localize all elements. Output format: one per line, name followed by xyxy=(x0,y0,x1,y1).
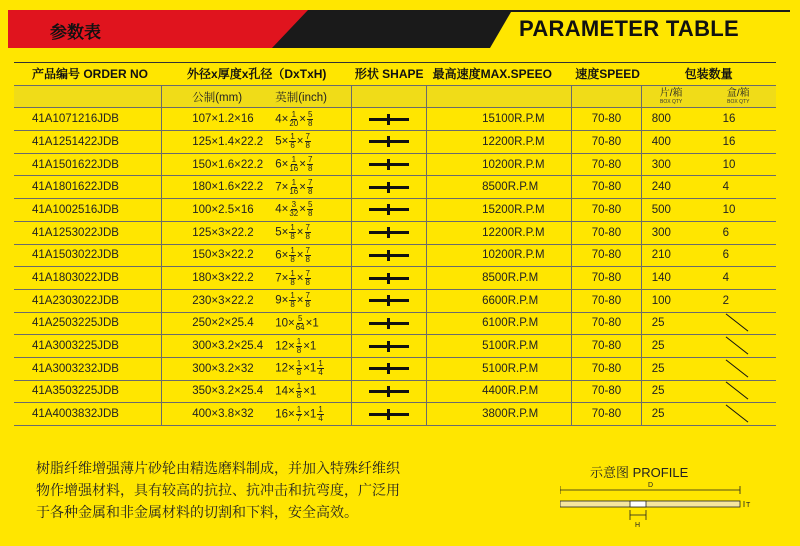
shape-cell xyxy=(352,357,427,380)
order-no: 41A1801622JDB xyxy=(14,176,162,199)
speed: 70-80 xyxy=(571,244,641,267)
inch-mid: × xyxy=(299,204,306,216)
product-description xyxy=(36,458,506,524)
fraction-numerator: 1 xyxy=(296,404,302,414)
fraction-denominator: 8 xyxy=(305,141,310,151)
max-speed: 12200R.P.M xyxy=(427,131,572,154)
inch-mid: × xyxy=(296,226,304,239)
profile-wheel-section xyxy=(560,501,740,507)
fraction-numerator: 1 xyxy=(291,109,297,119)
fraction-denominator: 8 xyxy=(290,254,295,264)
pieces-qty: 500 xyxy=(641,199,700,222)
profile-d-label: D xyxy=(648,482,654,489)
subheader-empty xyxy=(427,85,572,108)
col-order-header: 产品编号 ORDER NO xyxy=(14,63,162,86)
sub-boxes-en: BOX QTY xyxy=(727,98,750,105)
order-no: 41A1251422JDB xyxy=(14,131,162,154)
fraction-denominator: 8 xyxy=(305,300,310,310)
inch-lead: 16× xyxy=(275,408,295,421)
shape-cell xyxy=(352,131,427,154)
speed: 70-80 xyxy=(571,267,641,290)
pieces-qty: 25 xyxy=(641,403,700,426)
inch-fraction-1 xyxy=(296,406,302,423)
order-no: 41A3503225JDB xyxy=(14,380,162,403)
shape-cell xyxy=(352,108,427,131)
speed: 70-80 xyxy=(571,335,641,358)
inch-fraction-2 xyxy=(305,247,311,264)
size-imperial xyxy=(263,380,352,403)
inch-lead: 9× xyxy=(275,294,289,307)
box-qty: 6 xyxy=(701,221,776,244)
pieces-qty: 300 xyxy=(641,221,700,244)
shape-cell xyxy=(352,267,427,290)
fraction-denominator: 7 xyxy=(296,413,302,423)
inch-mid: × xyxy=(296,135,304,148)
box-qty-empty xyxy=(701,380,776,403)
speed: 70-80 xyxy=(571,289,641,312)
fraction-numerator: 1 xyxy=(318,404,323,414)
box-qty: 2 xyxy=(701,289,776,312)
table-header-row xyxy=(14,63,776,86)
fraction-numerator: 1 xyxy=(291,177,297,187)
inch-fraction-1 xyxy=(289,292,295,309)
fraction-denominator: 20 xyxy=(289,118,299,128)
inch-fraction-2 xyxy=(307,156,313,173)
table-row xyxy=(14,357,776,380)
size-imperial xyxy=(263,131,352,154)
shape-cell xyxy=(352,199,427,222)
size-imperial xyxy=(263,244,352,267)
title-chinese: 参数表 xyxy=(50,23,101,43)
box-qty: 4 xyxy=(701,267,776,290)
inch-lead: 7× xyxy=(275,181,289,194)
max-speed: 4400R.P.M xyxy=(427,380,572,403)
thin-wheel-shape-icon xyxy=(369,186,409,189)
fraction-numerator: 1 xyxy=(290,223,295,233)
size-metric: 150×3×22.2 xyxy=(162,244,264,267)
inch-fraction-1 xyxy=(289,247,295,264)
size-imperial xyxy=(263,108,352,131)
inch-lead: 4× xyxy=(275,113,289,126)
size-imperial xyxy=(263,199,352,222)
speed: 70-80 xyxy=(571,380,641,403)
max-speed: 8500R.P.M xyxy=(427,267,572,290)
inch-fraction-1 xyxy=(289,133,295,150)
pieces-qty: 210 xyxy=(641,244,700,267)
max-speed: 6100R.P.M xyxy=(427,312,572,335)
size-imperial xyxy=(263,153,352,176)
inch-fraction-1 xyxy=(296,383,302,400)
size-metric: 180×3×22.2 xyxy=(162,267,264,290)
size-imperial xyxy=(263,312,352,335)
fraction-denominator: 8 xyxy=(296,345,302,355)
size-metric: 100×2.5×16 xyxy=(162,199,264,222)
pieces-qty: 400 xyxy=(641,131,700,154)
profile-h-label: H xyxy=(635,522,641,529)
box-qty: 16 xyxy=(701,108,776,131)
inch-mid: ×1 xyxy=(303,408,317,421)
order-no: 41A4003832JDB xyxy=(14,403,162,426)
speed: 70-80 xyxy=(571,221,641,244)
box-qty-empty xyxy=(701,312,776,335)
inch-fraction-2 xyxy=(305,270,311,287)
order-no: 41A3003232JDB xyxy=(14,357,162,380)
pieces-qty: 25 xyxy=(641,335,700,358)
fraction-denominator: 32 xyxy=(289,209,299,219)
shape-cell xyxy=(352,176,427,199)
max-speed: 8500R.P.M xyxy=(427,176,572,199)
fraction-denominator: 8 xyxy=(307,164,313,174)
thin-wheel-shape-icon xyxy=(369,390,409,393)
fraction-denominator: 64 xyxy=(295,322,305,332)
pieces-qty: 100 xyxy=(641,289,700,312)
fraction-denominator: 8 xyxy=(290,277,295,287)
box-qty-empty xyxy=(701,403,776,426)
fraction-numerator: 5 xyxy=(297,313,303,323)
fraction-numerator: 1 xyxy=(290,291,295,301)
inch-fraction-2 xyxy=(307,111,313,128)
thin-wheel-shape-icon xyxy=(369,254,409,257)
shape-cell xyxy=(352,312,427,335)
sub-pieces-label: 片/箱 xyxy=(659,87,683,99)
profile-label: 示意图 PROFILE xyxy=(590,465,689,480)
inch-mid: × xyxy=(296,272,304,285)
max-speed: 5100R.P.M xyxy=(427,335,572,358)
fraction-numerator: 7 xyxy=(305,268,310,278)
fraction-numerator: 7 xyxy=(305,291,310,301)
inch-lead: 10× xyxy=(275,317,295,330)
table-row xyxy=(14,221,776,244)
speed: 70-80 xyxy=(571,312,641,335)
pieces-qty: 140 xyxy=(641,267,700,290)
thin-wheel-shape-icon xyxy=(369,163,409,166)
inch-mid: × xyxy=(296,294,304,307)
profile-diagram xyxy=(560,458,770,538)
diagonal-slash xyxy=(723,405,745,423)
size-metric: 300×3.2×25.4 xyxy=(162,335,264,358)
shape-cell xyxy=(352,403,427,426)
title-english: PARAMETER TABLE xyxy=(519,16,740,41)
col-pack-header: 包装数量 xyxy=(641,63,776,86)
inch-fraction-2 xyxy=(305,292,311,309)
order-no: 41A1501622JDB xyxy=(14,153,162,176)
fraction-numerator: 7 xyxy=(305,223,310,233)
col-maxspeed-header: 最高速度MAX.SPEEO xyxy=(427,63,572,86)
description-line: 物作增强材料，具有较高的抗拉、抗冲击和抗弯度，广泛用 xyxy=(36,483,400,499)
profile-drawing xyxy=(560,458,770,538)
fraction-numerator: 1 xyxy=(296,336,302,346)
inch-fraction-1 xyxy=(289,111,298,128)
diagonal-slash xyxy=(723,382,745,400)
max-speed: 15100R.P.M xyxy=(427,108,572,131)
diagonal-slash xyxy=(723,314,745,332)
fraction-denominator: 16 xyxy=(289,186,299,196)
fraction-numerator: 7 xyxy=(307,155,313,165)
table-row xyxy=(14,267,776,290)
speed: 70-80 xyxy=(571,403,641,426)
fraction-numerator: 7 xyxy=(307,177,313,187)
parameter-table xyxy=(14,62,776,426)
speed: 70-80 xyxy=(571,108,641,131)
sub-metric: 公制(mm) xyxy=(162,85,264,108)
col-shape-header: 形状 SHAPE xyxy=(352,63,427,86)
order-no: 41A2503225JDB xyxy=(14,312,162,335)
max-speed: 5100R.P.M xyxy=(427,357,572,380)
profile-bore xyxy=(630,501,646,507)
fraction-numerator: 1 xyxy=(318,359,323,369)
description-line: 于各种金属和非金属材料的切割和下料，安全高效。 xyxy=(36,505,358,521)
profile-t-label: T xyxy=(746,502,751,509)
size-metric: 107×1.2×16 xyxy=(162,108,264,131)
fraction-denominator: 8 xyxy=(307,118,313,128)
inch-lead: 14× xyxy=(275,385,295,398)
inch-fraction-2 xyxy=(305,224,311,241)
size-imperial xyxy=(263,403,352,426)
box-qty-empty xyxy=(701,335,776,358)
inch-lead: 4× xyxy=(275,204,289,216)
order-no: 41A3003225JDB xyxy=(14,335,162,358)
fraction-numerator: 1 xyxy=(291,155,297,165)
inch-fraction-1 xyxy=(296,338,302,355)
speed: 70-80 xyxy=(571,153,641,176)
col-speed-header: 速度SPEED xyxy=(571,63,641,86)
fraction-denominator: 8 xyxy=(290,232,295,242)
fraction-numerator: 5 xyxy=(307,200,313,210)
shape-cell xyxy=(352,244,427,267)
fraction-numerator: 1 xyxy=(290,268,295,278)
table-row xyxy=(14,289,776,312)
inch-lead: 7× xyxy=(275,272,289,285)
inch-fraction-2 xyxy=(305,133,311,150)
inch-fraction-1 xyxy=(289,224,295,241)
box-qty: 4 xyxy=(701,176,776,199)
thin-wheel-shape-icon xyxy=(369,208,409,211)
size-imperial xyxy=(263,335,352,358)
pieces-qty: 25 xyxy=(641,357,700,380)
max-speed: 10200R.P.M xyxy=(427,153,572,176)
fraction-denominator: 8 xyxy=(290,300,295,310)
table-row xyxy=(14,176,776,199)
col-size-header: 外径x厚度x孔径（DxTxH) xyxy=(162,63,352,86)
inch-fraction-1 xyxy=(289,179,298,196)
inch-mid: ×1 xyxy=(303,362,317,375)
fraction-denominator: 8 xyxy=(305,277,310,287)
order-no: 41A1002516JDB xyxy=(14,199,162,222)
pieces-qty: 300 xyxy=(641,153,700,176)
table-row xyxy=(14,199,776,222)
fraction-denominator: 16 xyxy=(289,164,299,174)
size-imperial xyxy=(263,267,352,290)
subheader-empty xyxy=(571,85,641,108)
table-row xyxy=(14,335,776,358)
fraction-denominator: 8 xyxy=(296,390,302,400)
inch-mid: ×1 xyxy=(303,385,317,398)
max-speed: 15200R.P.M xyxy=(427,199,572,222)
fraction-denominator: 8 xyxy=(307,186,313,196)
size-metric: 250×2×25.4 xyxy=(162,312,264,335)
order-no: 41A2303022JDB xyxy=(14,289,162,312)
inch-lead: 12× xyxy=(275,340,295,353)
thin-wheel-shape-icon xyxy=(369,140,409,143)
fraction-numerator: 7 xyxy=(305,132,310,142)
thin-wheel-shape-icon xyxy=(369,345,409,348)
max-speed: 3800R.P.M xyxy=(427,403,572,426)
order-no: 41A1253022JDB xyxy=(14,221,162,244)
description-line: 树脂纤维增强薄片砂轮由精选磨料制成，并加入特殊纤维织 xyxy=(36,461,400,477)
box-qty: 10 xyxy=(701,199,776,222)
size-metric: 350×3.2×25.4 xyxy=(162,380,264,403)
size-imperial xyxy=(263,176,352,199)
size-imperial xyxy=(263,357,352,380)
table-row xyxy=(14,403,776,426)
inch-mid: × xyxy=(296,249,304,262)
size-metric: 125×1.4×22.2 xyxy=(162,131,264,154)
box-qty: 6 xyxy=(701,244,776,267)
speed: 70-80 xyxy=(571,357,641,380)
diagonal-slash xyxy=(723,337,745,355)
box-qty: 16 xyxy=(701,131,776,154)
thin-wheel-shape-icon xyxy=(369,277,409,280)
table-row xyxy=(14,153,776,176)
table-subheader-row xyxy=(14,85,776,108)
max-speed: 10200R.P.M xyxy=(427,244,572,267)
sub-imperial: 英制(inch) xyxy=(263,85,352,108)
thin-wheel-shape-icon xyxy=(369,118,409,121)
fraction-numerator: 1 xyxy=(290,245,295,255)
speed: 70-80 xyxy=(571,176,641,199)
pieces-qty: 800 xyxy=(641,108,700,131)
speed: 70-80 xyxy=(571,199,641,222)
sub-pieces-en: BOX QTY xyxy=(660,98,683,105)
inch-mid: ×1 xyxy=(305,317,319,330)
sub-pieces xyxy=(641,85,700,108)
table-row xyxy=(14,244,776,267)
table-row xyxy=(14,312,776,335)
max-speed: 12200R.P.M xyxy=(427,221,572,244)
size-metric: 150×1.6×22.2 xyxy=(162,153,264,176)
fraction-numerator: 5 xyxy=(307,109,313,119)
fraction-numerator: 7 xyxy=(305,245,310,255)
fraction-numerator: 1 xyxy=(290,132,295,142)
inch-mid: × xyxy=(299,181,306,194)
pieces-qty: 25 xyxy=(641,312,700,335)
thin-wheel-shape-icon xyxy=(369,413,409,416)
inch-lead: 5× xyxy=(275,135,289,148)
inch-fraction-2 xyxy=(307,201,313,218)
shape-cell xyxy=(352,335,427,358)
thin-wheel-shape-icon xyxy=(369,299,409,302)
fraction-numerator: 1 xyxy=(296,359,302,369)
fraction-denominator: 6 xyxy=(290,141,295,151)
inch-lead: 6× xyxy=(275,249,289,262)
size-metric: 230×3×22.2 xyxy=(162,289,264,312)
size-metric: 180×1.6×22.2 xyxy=(162,176,264,199)
table-row xyxy=(14,131,776,154)
fraction-denominator: 8 xyxy=(307,209,313,219)
shape-cell xyxy=(352,289,427,312)
size-metric: 300×3.2×32 xyxy=(162,357,264,380)
table-body xyxy=(14,108,776,426)
sub-boxes-label: 盒/箱 xyxy=(726,87,750,99)
size-metric: 400×3.8×32 xyxy=(162,403,264,426)
thin-wheel-shape-icon xyxy=(369,367,409,370)
order-no: 41A1071216JDB xyxy=(14,108,162,131)
inch-fraction-1 xyxy=(296,360,302,377)
pieces-qty: 25 xyxy=(641,380,700,403)
box-qty-empty xyxy=(701,357,776,380)
inch-fraction-1 xyxy=(289,270,295,287)
table-row xyxy=(14,108,776,131)
order-no: 41A1803022JDB xyxy=(14,267,162,290)
inch-fraction-1 xyxy=(296,315,305,332)
shape-cell xyxy=(352,221,427,244)
thin-wheel-shape-icon xyxy=(369,322,409,325)
inch-lead: 12× xyxy=(275,362,295,375)
fraction-denominator: 8 xyxy=(305,254,310,264)
inch-mid: × xyxy=(299,158,306,171)
fraction-numerator: 3 xyxy=(291,200,297,210)
inch-fraction-2 xyxy=(307,179,313,196)
inch-mid: ×1 xyxy=(303,340,317,353)
inch-fraction-1 xyxy=(289,156,298,173)
subheader-empty xyxy=(14,85,162,108)
size-metric: 125×3×22.2 xyxy=(162,221,264,244)
order-no: 41A1503022JDB xyxy=(14,244,162,267)
fraction-denominator: 8 xyxy=(305,232,310,242)
diagonal-slash xyxy=(723,360,745,378)
fraction-denominator: 4 xyxy=(318,368,323,378)
sub-boxes xyxy=(701,85,776,108)
speed: 70-80 xyxy=(571,131,641,154)
inch-fraction-2 xyxy=(317,360,323,377)
inch-lead: 6× xyxy=(275,158,289,171)
thin-wheel-shape-icon xyxy=(369,231,409,234)
subheader-empty xyxy=(352,85,427,108)
fraction-numerator: 1 xyxy=(296,381,302,391)
inch-mid: × xyxy=(299,113,306,126)
fraction-denominator: 8 xyxy=(296,368,302,378)
shape-cell xyxy=(352,380,427,403)
shape-cell xyxy=(352,153,427,176)
size-imperial xyxy=(263,289,352,312)
inch-fraction-2 xyxy=(317,406,323,423)
size-imperial xyxy=(263,221,352,244)
pieces-qty: 240 xyxy=(641,176,700,199)
max-speed: 6600R.P.M xyxy=(427,289,572,312)
box-qty: 10 xyxy=(701,153,776,176)
table-row xyxy=(14,380,776,403)
inch-lead: 5× xyxy=(275,226,289,239)
fraction-denominator: 4 xyxy=(318,413,323,423)
inch-fraction-1 xyxy=(289,201,298,218)
